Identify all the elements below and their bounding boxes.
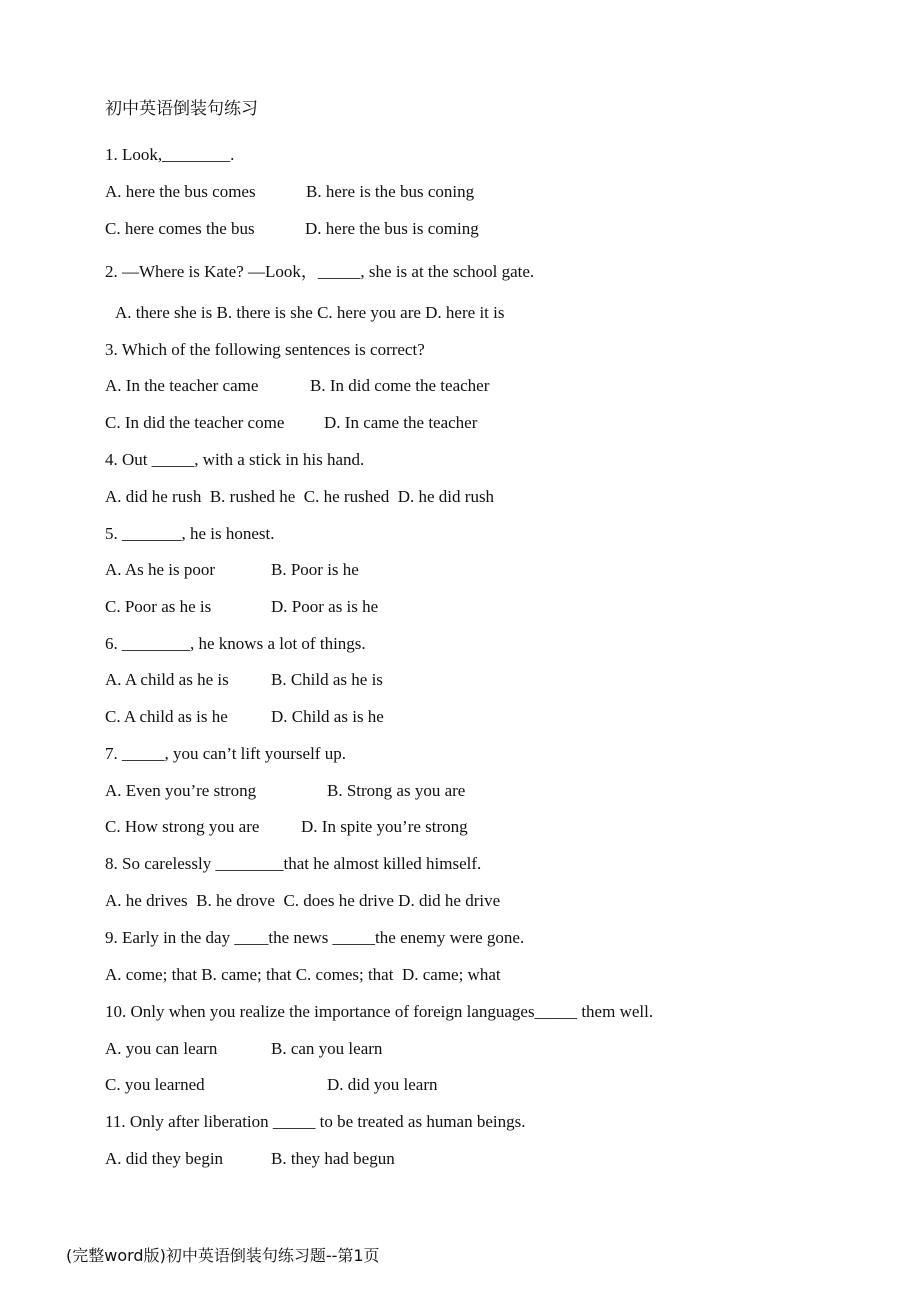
question-7-option-c: C. How strong you are [105, 817, 260, 836]
question-3-option-d: D. In came the teacher [324, 413, 478, 432]
question-4-stem: 4. Out _____, with a stick in his hand. [105, 450, 365, 469]
question-6-option-a: A. A child as he is [105, 670, 229, 689]
question-5-option-a: A. As he is poor [105, 560, 216, 579]
question-3-option-b: B. In did come the teacher [310, 376, 490, 395]
question-7-option-a: A. Even you’re strong [105, 781, 257, 800]
question-3-stem: 3. Which of the following sentences is correct? [105, 340, 425, 359]
question-7-stem: 7. _____, you can’t lift yourself up. [105, 744, 346, 763]
question-10-option-a: A. you can learn [105, 1039, 218, 1058]
question-3-option-c: C. In did the teacher come [105, 413, 285, 432]
question-1-option-b: B. here is the bus coning [306, 182, 475, 201]
question-7-option-b: B. Strong as you are [327, 781, 466, 800]
question-5-option-d: D. Poor as is he [271, 597, 379, 616]
question-9-stem: 9. Early in the day ____the news _____the enemy were gone. [105, 928, 525, 947]
page-footer: (完整word版)初中英语倒装句练习题--第1页 [66, 1246, 380, 1265]
question-2-stem: 2. —Where is Kate? —Look，_____, she is at the school gate. [105, 262, 535, 281]
question-5-stem: 5. _______, he is honest. [105, 524, 275, 543]
question-1-option-c: C. here comes the bus [105, 219, 255, 238]
question-1-option-a: A. here the bus comes [105, 182, 256, 201]
question-11-option-b: B. they had begun [271, 1149, 395, 1168]
question-11-option-a: A. did they begin [105, 1149, 224, 1168]
question-1-option-d: D. here the bus is coming [305, 219, 479, 238]
question-4-options: A. did he rush B. rushed he C. he rushed D. he did rush [105, 487, 495, 506]
question-5-option-c: C. Poor as he is [105, 597, 212, 616]
question-8-options: A. he drives B. he drove C. does he drive D. did he drive [105, 891, 501, 910]
question-1-stem: 1. Look,________. [105, 145, 235, 164]
question-6-stem: 6. ________, he knows a lot of things. [105, 634, 366, 653]
document-title: 初中英语倒装句练习 [105, 99, 258, 119]
question-10-option-d: D. did you learn [327, 1075, 438, 1094]
question-2-options: A. there she is B. there is she C. here you are D. here it is [115, 303, 505, 322]
question-7-option-d: D. In spite you’re strong [301, 817, 468, 836]
question-5-option-b: B. Poor is he [271, 560, 359, 579]
question-6-option-b: B. Child as he is [271, 670, 383, 689]
question-9-options: A. come; that B. came; that C. comes; that D. came; what [105, 965, 501, 984]
question-11-stem: 11. Only after liberation _____ to be treated as human beings. [105, 1112, 526, 1131]
question-6-option-d: D. Child as is he [271, 707, 384, 726]
question-10-option-c: C. you learned [105, 1075, 205, 1094]
question-10-option-b: B. can you learn [271, 1039, 383, 1058]
question-8-stem: 8. So carelessly ________that he almost killed himself. [105, 854, 482, 873]
question-10-stem: 10. Only when you realize the importance of foreign languages_____ them well. [105, 1002, 654, 1021]
question-3-option-a: A. In the teacher came [105, 376, 259, 395]
question-6-option-c: C. A child as is he [105, 707, 228, 726]
